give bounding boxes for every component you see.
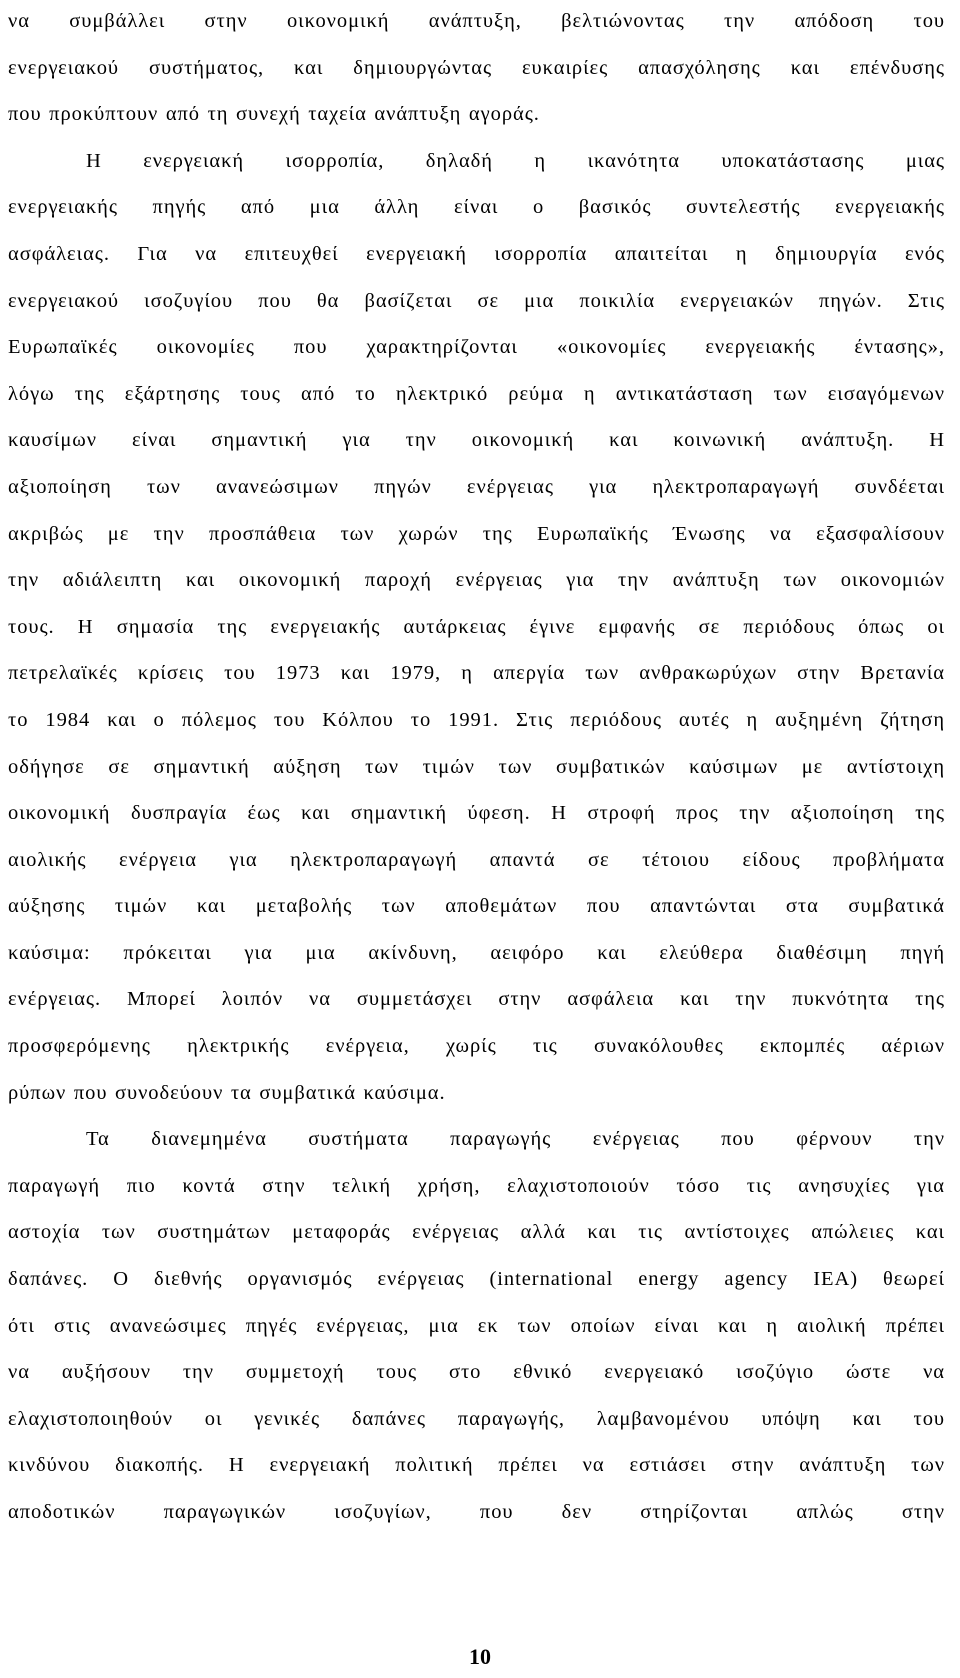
- text-line: οικονομική δυσπραγία έως και σημαντική ύφεση. Η στροφή προς την αξιοποίηση της: [8, 802, 945, 825]
- text-line: που προκύπτουν από τη συνεχή ταχεία ανάπτυξη αγοράς.: [8, 103, 540, 126]
- text-line: ενεργειακού συστήματος, και δημιουργώντας ευκαιρίες απασχόλησης και επένδυσης: [8, 56, 945, 79]
- body-text: [8, 0, 945, 1536]
- text-line: λόγω της εξάρτησης τους από το ηλεκτρικό ρεύμα η αντικατάσταση των εισαγόμενων: [8, 382, 945, 405]
- text-line: κινδύνου διακοπής. Η ενεργειακή πολιτική πρέπει να εστιάσει στην ανάπτυξη των: [8, 1454, 945, 1477]
- text-line: καυσίμων είναι σημαντική για την οικονομική και κοινωνική ανάπτυξη. Η: [8, 429, 945, 452]
- text-line: παραγωγή πιο κοντά στην τελική χρήση, ελαχιστοποιούν τόσο τις ανησυχίες για: [8, 1174, 945, 1197]
- page-number: 10: [469, 1644, 491, 1669]
- text-line: ασφάλειας. Για να επιτευχθεί ενεργειακή ισορροπία απαιτείται η δημιουργία ενός: [8, 242, 945, 265]
- text-line: αιολικής ενέργεια για ηλεκτροπαραγωγή απαντά σε τέτοιου είδους προβλήματα: [8, 848, 945, 871]
- text-line: πετρελαϊκές κρίσεις του 1973 και 1979, η απεργία των ανθρακωρύχων στην Βρετανία: [8, 662, 945, 685]
- text-line: καύσιμα: πρόκειται για μια ακίνδυνη, αειφόρο και ελεύθερα διαθέσιμη πηγή: [8, 941, 945, 964]
- text-line: προσφερόμενης ηλεκτρικής ενέργεια, χωρίς τις συνακόλουθες εκπομπές αέριων: [8, 1035, 945, 1058]
- text-line: ενεργειακής πηγής από μια άλλη είναι ο βασικός συντελεστής ενεργειακής: [8, 196, 945, 219]
- text-line: Τα διανεμημένα συστήματα παραγωγής ενέργειας που φέρνουν την: [86, 1128, 945, 1151]
- text-line: ενεργειακού ισοζυγίου που θα βασίζεται σε μια ποικιλία ενεργειακών πηγών. Στις: [8, 289, 945, 312]
- text-line: να συμβάλλει στην οικονομική ανάπτυξη, βελτιώνοντας την απόδοση του: [8, 10, 945, 32]
- text-line: αύξησης τιμών και μεταβολής των αποθεμάτων που απαντώνται στα συμβατικά: [8, 895, 945, 918]
- text-line: δαπάνες. Ο διεθνής οργανισμός ενέργειας (international energy agency IEA) θεωρεί: [8, 1268, 945, 1291]
- text-line: Η ενεργειακή ισορροπία, δηλαδή η ικανότητα υποκατάστασης μιας: [86, 149, 945, 172]
- text-line: να αυξήσουν την συμμετοχή τους στο εθνικό ενεργειακό ισοζύγιο ώστε να: [8, 1361, 945, 1384]
- text-line: ακριβώς με την προσπάθεια των χωρών της Ευρωπαϊκής Ένωσης να εξασφαλίσουν: [8, 522, 945, 545]
- text-line: Ευρωπαϊκές οικονομίες που χαρακτηρίζονται «οικονομίες ενεργειακής έντασης»,: [8, 336, 945, 359]
- text-line: ελαχιστοποιηθούν οι γενικές δαπάνες παραγωγής, λαμβανομένου υπόψη και του: [8, 1407, 945, 1430]
- text-line: ρύπων που συνοδεύουν τα συμβατικά καύσιμα.: [8, 1081, 446, 1104]
- text-line: την αδιάλειπτη και οικονομική παροχή ενέργειας για την ανάπτυξη των οικονομιών: [8, 569, 945, 592]
- text-line: ενέργειας. Μπορεί λοιπόν να συμμετάσχει στην ασφάλεια και την πυκνότητα της: [8, 988, 945, 1011]
- text-line: αποδοτικών παραγωγικών ισοζυγίων, που δεν στηρίζονται απλώς στην: [8, 1501, 945, 1523]
- text-line: ότι στις ανανεώσιμες πηγές ενέργειας, μια εκ των οποίων είναι και η αιολική πρέπει: [8, 1314, 945, 1337]
- text-line: το 1984 και ο πόλεμος του Κόλπου το 1991. Στις περιόδους αυτές η αυξημένη ζήτηση: [8, 708, 945, 731]
- text-line: οδήγησε σε σημαντική αύξηση των τιμών των συμβατικών καύσιμων με αντίστοιχη: [8, 755, 945, 778]
- text-line: αστοχία των συστημάτων μεταφοράς ενέργειας αλλά και τις αντίστοιχες απώλειες και: [8, 1221, 945, 1244]
- text-line: τους. Η σημασία της ενεργειακής αυτάρκειας έγινε εμφανής σε περιόδους όπως οι: [8, 615, 945, 638]
- text-line: αξιοποίηση των ανανεώσιμων πηγών ενέργειας για ηλεκτροπαραγωγή συνδέεται: [8, 475, 945, 498]
